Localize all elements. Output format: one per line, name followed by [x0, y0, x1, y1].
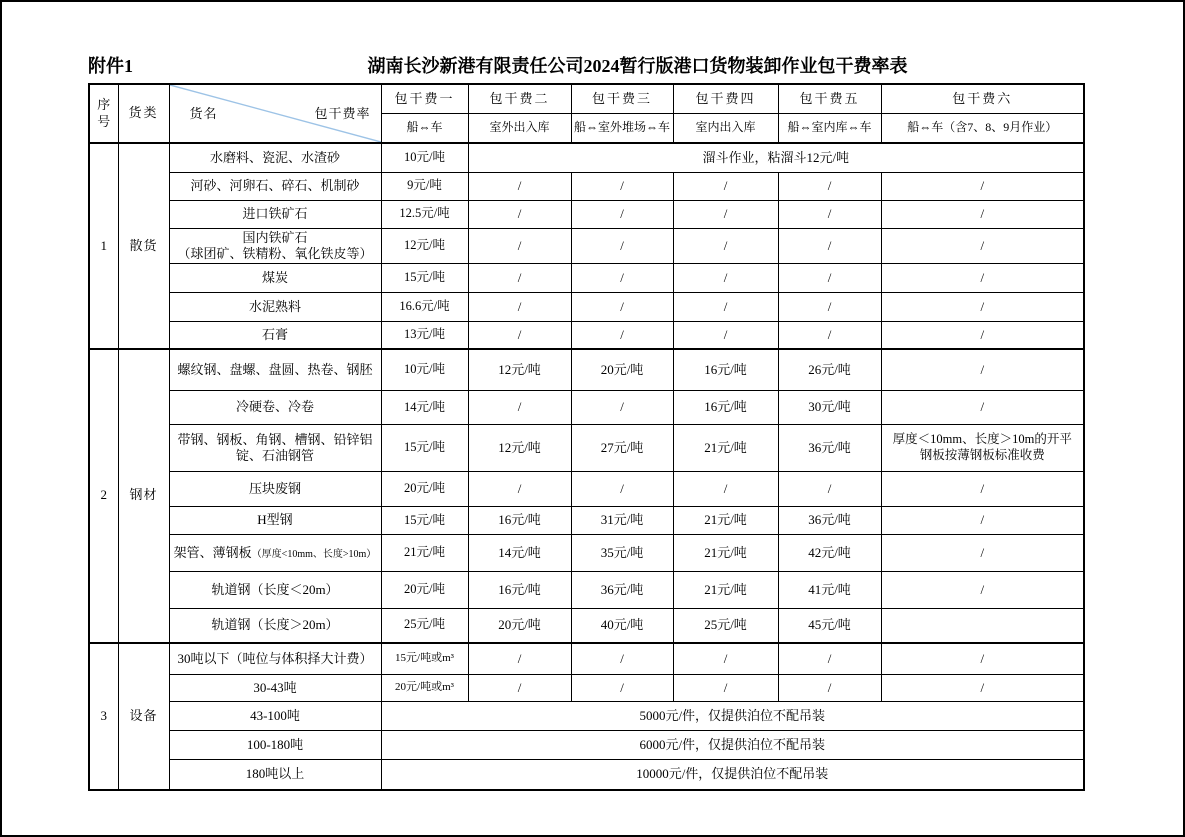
col-header-fee2: 包干费二 — [468, 84, 571, 113]
rate-cell: 35元/吨 — [571, 535, 673, 572]
table-row — [89, 293, 1084, 322]
rate-cell: / — [571, 293, 673, 322]
rate-cell: / — [881, 643, 1084, 675]
rate-cell: 10元/吨 — [381, 143, 468, 172]
rate-cell: / — [468, 322, 571, 349]
rate-cell: / — [673, 643, 778, 675]
col-header-fee3: 包干费三 — [571, 84, 673, 113]
rate-cell: 16元/吨 — [673, 391, 778, 425]
rate-cell: 21元/吨 — [673, 572, 778, 609]
rate-cell: 12元/吨 — [381, 228, 468, 264]
table-row — [89, 472, 1084, 507]
rate-cell: / — [778, 228, 881, 264]
cargo-name-line1: 国内铁矿石 — [242, 229, 308, 245]
rate-cell: 15元/吨 — [381, 425, 468, 472]
rate-cell: / — [673, 228, 778, 264]
cargo-name-cell: 30-43吨 — [169, 675, 381, 702]
table-row — [89, 322, 1084, 349]
cargo-name-cell: 带钢、钢板、角钢、槽钢、铅锌铝锭、石油钢管 — [169, 425, 381, 472]
span-note-cell: 5000元/件，仅提供泊位不配吊装 — [381, 702, 1084, 731]
col-header-fee4: 包干费四 — [673, 84, 778, 113]
rate-cell: / — [468, 293, 571, 322]
cargo-name-cell: 压块废钢 — [169, 472, 381, 507]
rate-cell: / — [673, 322, 778, 349]
rate-cell: 20元/吨 — [571, 349, 673, 391]
span-note-cell: 10000元/件，仅提供泊位不配吊装 — [381, 760, 1084, 790]
col-header-rate-label: 包干费率 — [314, 105, 371, 121]
rate-cell: 9元/吨 — [381, 172, 468, 200]
table-row — [89, 535, 1084, 572]
rate-cell: 21元/吨 — [381, 535, 468, 572]
table-row — [89, 507, 1084, 535]
table-row — [89, 675, 1084, 702]
table-row — [89, 425, 1084, 472]
cargo-name-cell: 煤炭 — [169, 264, 381, 293]
rate-cell: / — [673, 472, 778, 507]
rate-cell: / — [881, 200, 1084, 228]
rate-cell: 12.5元/吨 — [381, 200, 468, 228]
rate-cell: 42元/吨 — [778, 535, 881, 572]
span-note-cell: 6000元/件，仅提供泊位不配吊装 — [381, 731, 1084, 760]
table-row — [89, 731, 1084, 760]
cargo-name-cell — [169, 535, 381, 572]
rate-cell: / — [778, 200, 881, 228]
rate-cell: / — [468, 264, 571, 293]
table-row — [89, 228, 1084, 264]
rate-cell: / — [571, 472, 673, 507]
rate-cell: 45元/吨 — [778, 609, 881, 643]
cargo-name-text: 架管、薄钢板 — [173, 544, 252, 560]
cargo-name-note: （厚度<10mm、长度>10m） — [251, 548, 377, 560]
seq-cell: 3 — [89, 643, 118, 790]
rate-cell: / — [673, 675, 778, 702]
rate-cell: 21元/吨 — [673, 425, 778, 472]
cargo-name-cell: H型钢 — [169, 507, 381, 535]
col-subheader-fee6: 船⇔车（含7、8、9月作业） — [881, 113, 1084, 143]
col-subheader-fee3: 船⇔室外堆场⇔车 — [571, 113, 673, 143]
table-row — [89, 349, 1084, 391]
rate-cell: / — [468, 391, 571, 425]
cargo-name-cell: 水泥熟料 — [169, 293, 381, 322]
rate-cell: 15元/吨或m³ — [381, 643, 468, 675]
rate-cell: 15元/吨 — [381, 507, 468, 535]
cargo-name-cell: 石膏 — [169, 322, 381, 349]
rate-cell: 40元/吨 — [571, 609, 673, 643]
col-header-cargo-name: 货名 — [189, 105, 218, 121]
rate-cell: / — [468, 172, 571, 200]
rate-cell: 21元/吨 — [673, 507, 778, 535]
seq-cell: 2 — [89, 349, 118, 643]
col-header-fee6: 包干费六 — [881, 84, 1084, 113]
rate-cell: / — [468, 675, 571, 702]
rate-cell: / — [778, 172, 881, 200]
rate-cell: / — [673, 264, 778, 293]
rate-cell: 16元/吨 — [468, 572, 571, 609]
rate-cell: / — [571, 228, 673, 264]
rate-cell: / — [673, 200, 778, 228]
page-title: 湖南长沙新港有限责任公司2024暂行版港口货物装卸作业包干费率表 — [367, 56, 908, 76]
table-row — [89, 172, 1084, 200]
rate-cell: / — [881, 293, 1084, 322]
rate-cell: / — [881, 535, 1084, 572]
rate-cell: / — [571, 391, 673, 425]
table-row — [89, 143, 1084, 172]
rate-cell: 25元/吨 — [673, 609, 778, 643]
rate-cell: / — [468, 228, 571, 264]
rate-cell: 20元/吨或m³ — [381, 675, 468, 702]
category-cell: 散货 — [118, 143, 169, 349]
rate-cell: 27元/吨 — [571, 425, 673, 472]
cargo-name-cell: 水磨料、瓷泥、水渣砂 — [169, 143, 381, 172]
rate-cell: / — [778, 643, 881, 675]
table-row — [89, 572, 1084, 609]
diagonal-header-cell — [169, 84, 381, 143]
table-row — [89, 391, 1084, 425]
category-cell: 钢材 — [118, 349, 169, 643]
rate-cell: / — [673, 172, 778, 200]
rate-cell: 36元/吨 — [778, 507, 881, 535]
rate-cell: 16元/吨 — [673, 349, 778, 391]
cargo-name-cell: 轨道钢（长度＜20m） — [169, 572, 381, 609]
rate-cell: / — [881, 507, 1084, 535]
cargo-name-cell: 30吨以下（吨位与体积择大计费） — [169, 643, 381, 675]
rate-cell: / — [881, 228, 1084, 264]
rate-cell: / — [778, 675, 881, 702]
rate-cell: / — [778, 472, 881, 507]
rate-cell: 20元/吨 — [468, 609, 571, 643]
rate-cell: 26元/吨 — [778, 349, 881, 391]
rate-cell: / — [881, 472, 1084, 507]
table-row — [89, 264, 1084, 293]
cargo-name-cell: 螺纹钢、盘螺、盘圆、热卷、钢胚 — [169, 349, 381, 391]
rate-cell: / — [881, 391, 1084, 425]
rate-cell: / — [571, 200, 673, 228]
rate-cell: 21元/吨 — [673, 535, 778, 572]
col-subheader-fee5: 船⇔室内库⇔车 — [778, 113, 881, 143]
rate-cell: / — [571, 643, 673, 675]
cargo-name-cell: 冷硬卷、冷卷 — [169, 391, 381, 425]
col-header-fee1: 包干费一 — [381, 84, 468, 113]
attachment-label: 附件1 — [88, 56, 133, 76]
col-subheader-fee2: 室外出入库 — [468, 113, 571, 143]
rate-cell: / — [571, 322, 673, 349]
rate-table — [88, 83, 1085, 791]
rate-cell: 20元/吨 — [381, 572, 468, 609]
rate-cell: 41元/吨 — [778, 572, 881, 609]
rate-cell: 15元/吨 — [381, 264, 468, 293]
col-subheader-fee1: 船⇔车 — [381, 113, 468, 143]
rate-cell: 20元/吨 — [381, 472, 468, 507]
cargo-name-cell: 180吨以上 — [169, 760, 381, 790]
rate-cell: 10元/吨 — [381, 349, 468, 391]
rate-cell: / — [778, 293, 881, 322]
header-row-1 — [89, 84, 1084, 113]
rate-cell: 36元/吨 — [571, 572, 673, 609]
cargo-name-line2: （球团矿、铁精粉、氧化铁皮等） — [177, 245, 373, 261]
cargo-name-cell: 100-180吨 — [169, 731, 381, 760]
col-header-category: 货类 — [118, 84, 169, 143]
table-row — [89, 760, 1084, 790]
rate-cell: / — [881, 264, 1084, 293]
rate-cell: 16元/吨 — [468, 507, 571, 535]
cargo-name-cell: 43-100吨 — [169, 702, 381, 731]
rate-cell: / — [468, 200, 571, 228]
document-header — [2, 2, 1183, 76]
cargo-name-cell: 轨道钢（长度＞20m） — [169, 609, 381, 643]
col-header-seq: 序号 — [89, 84, 118, 143]
rate-cell: 14元/吨 — [468, 535, 571, 572]
rate-cell: 25元/吨 — [381, 609, 468, 643]
rate-cell: 30元/吨 — [778, 391, 881, 425]
rate-cell: 31元/吨 — [571, 507, 673, 535]
rate-cell — [881, 609, 1084, 643]
rate-cell: / — [881, 675, 1084, 702]
rate-cell: / — [571, 172, 673, 200]
rate-cell: / — [571, 675, 673, 702]
col-header-fee5: 包干费五 — [778, 84, 881, 113]
rate-cell: 12元/吨 — [468, 425, 571, 472]
rate-cell: / — [881, 172, 1084, 200]
category-cell: 设备 — [118, 643, 169, 790]
rate-cell: 36元/吨 — [778, 425, 881, 472]
rate-cell: 12元/吨 — [468, 349, 571, 391]
table-row — [89, 200, 1084, 228]
table-row — [89, 609, 1084, 643]
table-row — [89, 702, 1084, 731]
rate-cell: / — [673, 293, 778, 322]
rate-cell: / — [468, 472, 571, 507]
table-row — [89, 643, 1084, 675]
cargo-name-cell: 河砂、河卵石、碎石、机制砂 — [169, 172, 381, 200]
seq-cell: 1 — [89, 143, 118, 349]
rate-cell: 13元/吨 — [381, 322, 468, 349]
rate-cell: / — [881, 322, 1084, 349]
col-subheader-fee4: 室内出入库 — [673, 113, 778, 143]
cargo-name-cell: 进口铁矿石 — [169, 200, 381, 228]
rate-cell: / — [778, 322, 881, 349]
rate-cell: / — [881, 572, 1084, 609]
rate-cell: / — [468, 643, 571, 675]
rate-note-cell: 厚度＜10mm、长度＞10m的开平钢板按薄钢板标准收费 — [881, 425, 1084, 472]
cargo-name-cell — [169, 228, 381, 264]
rate-cell: / — [778, 264, 881, 293]
rate-cell: / — [881, 349, 1084, 391]
rate-cell: 16.6元/吨 — [381, 293, 468, 322]
rate-cell: 14元/吨 — [381, 391, 468, 425]
rate-cell: / — [571, 264, 673, 293]
span-note-cell: 溜斗作业，粘溜斗12元/吨 — [468, 143, 1084, 172]
